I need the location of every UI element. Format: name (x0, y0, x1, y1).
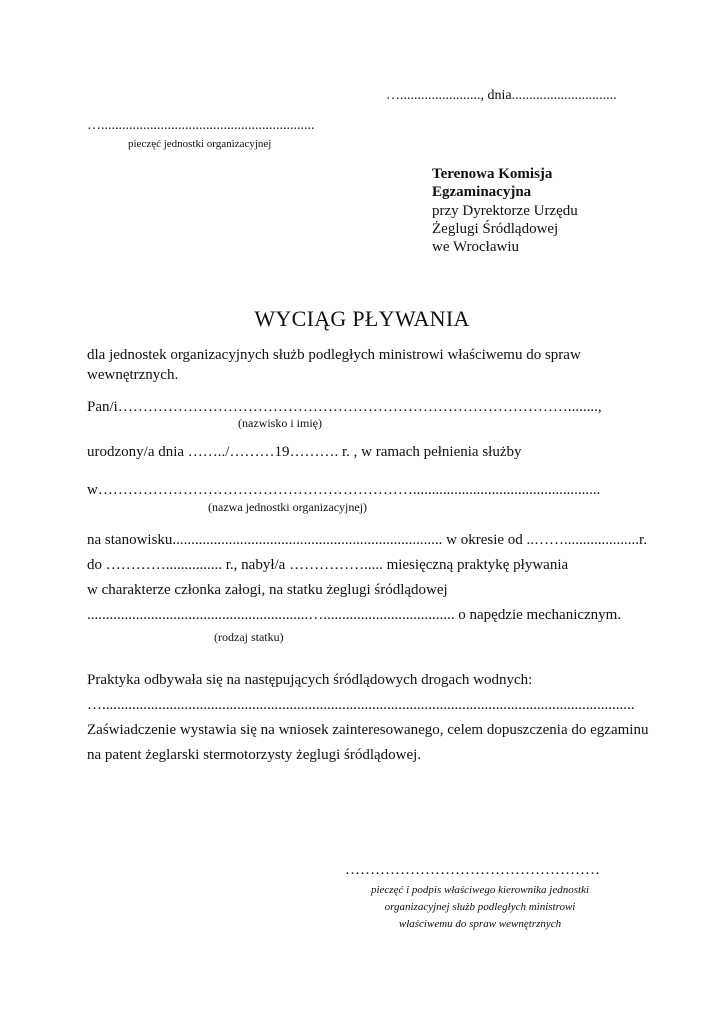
document-title: WYCIĄG PŁYWANIA (254, 306, 470, 331)
name-caption: (nazwisko i imię) (238, 416, 322, 430)
name-line: Pan/i………………………………………………………………………………........, (87, 399, 602, 415)
unit-line: w……………………………………………………….................................................. (87, 482, 601, 498)
addressee-line-2: Egzaminacyjna (432, 184, 532, 200)
signature-caption-3: właściwemu do spraw wewnętrznych (398, 918, 562, 930)
position-line: na stanowisku........................................................................ w okresie od ..……....................r. (87, 532, 647, 548)
routes-line: Praktyka odbywała się na następujących śródlądowych drogach wodnych: (87, 672, 533, 688)
crew-line: w charakterze członka załogi, na statku żeglugi śródlądowej (87, 582, 448, 598)
intro-line-2: wewnętrznych. (87, 367, 179, 383)
addressee-line-4: Żeglugi Śródlądowej (432, 221, 559, 237)
signature-line: …………………………………………… (345, 862, 600, 878)
signature-caption-1: pieczęć i podpis właściwego kierownika jednostki (370, 884, 590, 896)
stamp-line: …............................................................. (87, 118, 315, 133)
unit-caption: (nazwa jednostki organizacyjnej) (208, 500, 368, 514)
birth-date-line: urodzony/a dnia ……../………19………. r. , w ramach pełnienia służby (87, 444, 522, 460)
ship-caption: (rodzaj statku) (214, 630, 284, 644)
routes-dots: ….............................................................................................................................................. (87, 697, 635, 713)
signature-caption-2: organizacyjnej służb podległych ministrowi (384, 901, 576, 913)
stamp-caption: pieczęć jednostki organizacyjnej (128, 138, 272, 150)
certificate-line-1: Zaświadczenie wystawia się na wniosek zainteresowanego, celem dopuszczenia do egzaminu (87, 722, 649, 738)
addressee-line-1: Terenowa Komisja (432, 166, 553, 182)
certificate-line-2: na patent żeglarski stermotorzysty żeglugi śródlądowej. (87, 747, 422, 763)
place-date-line: …......................., dnia.............................. (386, 88, 617, 103)
intro-line-1: dla jednostek organizacyjnych służb podległych ministrowi właściwemu do spraw (87, 347, 581, 363)
addressee-line-5: we Wrocławiu (432, 239, 520, 255)
period-line: do …………............... r., nabył/a ……………..... miesięczną praktykę pływania (87, 557, 569, 573)
addressee-line-3: przy Dyrektorze Urzędu (432, 203, 578, 219)
ship-line: ...........................................................…................................... o napędzie mechanicznym. (87, 607, 622, 623)
